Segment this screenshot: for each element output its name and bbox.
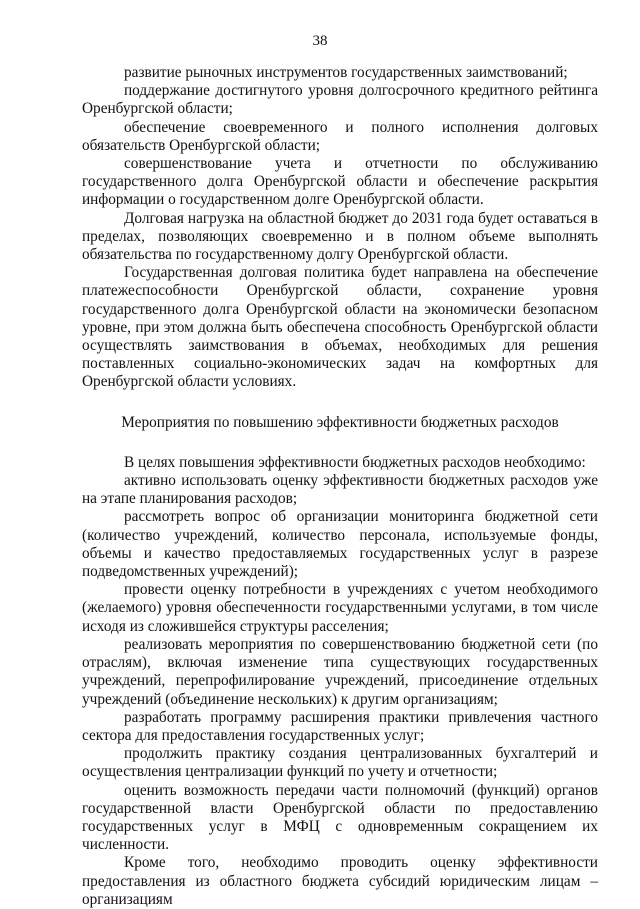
paragraph: Государственная долговая политика будет направлена на обеспечение платежеспособности Оренбургской области, сохранение уровня государственного долга Оренбургской области на экономически безопасном уровне, при этом должна быть обеспечена способность Оренбургской области осуществлять заимствования в объемах, необходимых для решения поставленных социально-экономических задач на комфортных для Оренбургской области условиях. bbox=[82, 264, 598, 391]
paragraph: совершенствование учета и отчетности по обслуживанию государственного долга Оренбургской области и обеспечение раскрытия информации о государственном долге Оренбургской области. bbox=[82, 155, 598, 209]
page-number: 38 bbox=[312, 33, 328, 49]
paragraph: оценить возможность передачи части полномочий (функций) органов государственной власти Оренбургской области по предоставлению государственных услуг в МФЦ с одновременным сокращением их численности. bbox=[82, 781, 598, 854]
paragraph: поддержание достигнутого уровня долгосрочного кредитного рейтинга Оренбургской области; bbox=[82, 82, 598, 118]
paragraph: Кроме того, необходимо проводить оценку эффективности предоставления из областного бюджета субсидий юридическим лицам – организациям bbox=[82, 854, 598, 908]
paragraph: В целях повышения эффективности бюджетных расходов необходимо: bbox=[124, 453, 586, 471]
document-body bbox=[82, 64, 598, 909]
paragraph: провести оценку потребности в учреждениях с учетом необходимого (желаемого) уровня обеспеченности государственными услугами, в том числе исходя из сложившейся структуры расселения; bbox=[82, 581, 598, 635]
paragraph: обеспечение своевременного и полного исполнения долговых обязательств Оренбургской области; bbox=[82, 118, 598, 154]
paragraph: развитие рыночных инструментов государственных заимствований; bbox=[124, 64, 568, 81]
section-heading: Мероприятия по повышению эффективности бюджетных расходов bbox=[121, 413, 559, 431]
paragraph: разработать программу расширения практики привлечения частного сектора для предоставления государственных услуг; bbox=[82, 708, 598, 744]
paragraph: активно использовать оценку эффективности бюджетных расходов уже на этапе планирования расходов; bbox=[82, 472, 598, 508]
paragraph: Долговая нагрузка на областной бюджет до 2031 года будет оставаться в пределах, позволяющих своевременно и в полном объеме выполнять обязательства по государственному долгу Оренбургской области. bbox=[82, 209, 598, 264]
paragraph: реализовать мероприятия по совершенствованию бюджетной сети (по отраслям), включая изменение типа существующих государственных учреждений, перепрофилирование учреждений, присоединение отдельных учреждений (объединение нескольких) к другим организациям; bbox=[82, 635, 598, 708]
paragraph: рассмотреть вопрос об организации мониторинга бюджетной сети (количество учреждений, количество персонала, используемые фонды, объемы и качество предоставляемых государственных услуг в разрезе подведомственных учреждений); bbox=[82, 508, 598, 581]
paragraph: продолжить практику создания централизованных бухгалтерий и осуществления централизации функций по учету и отчетности; bbox=[82, 745, 598, 781]
